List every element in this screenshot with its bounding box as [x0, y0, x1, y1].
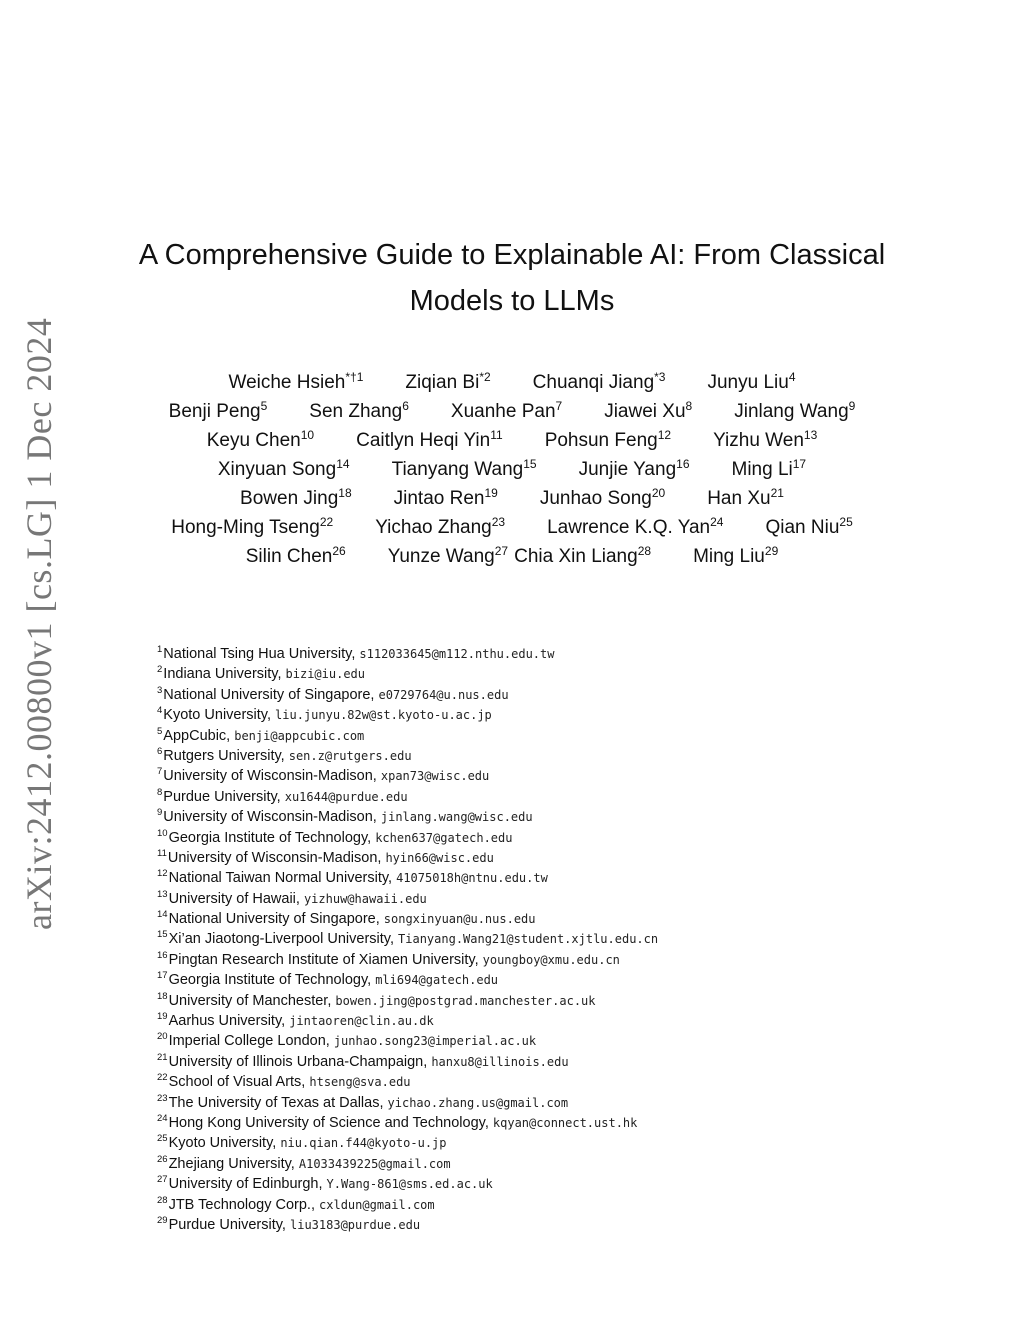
affiliation-item — [157, 848, 917, 868]
author-name — [713, 426, 817, 455]
author-affiliation-marker: 25 — [839, 515, 853, 529]
author-row — [140, 426, 884, 455]
author-name-text: Qian Niu — [765, 517, 840, 538]
author-name — [207, 426, 314, 455]
affiliation-number: 14 — [157, 909, 168, 921]
author-affiliation-marker: 21 — [770, 486, 784, 500]
author-row — [140, 455, 884, 484]
author-name — [169, 397, 268, 426]
affiliation-institution: National University of Singapore, — [168, 911, 380, 928]
affiliation-item — [157, 1133, 917, 1153]
affiliation-item — [157, 1072, 917, 1092]
arxiv-side-stamp: arXiv:2412.00800v1 [cs.LG] 1 Dec 2024 — [19, 317, 59, 930]
author-name-text: Weiche Hsieh — [228, 372, 346, 393]
affiliation-list — [157, 644, 917, 1235]
affiliation-email: sen.z@rutgers.edu — [288, 748, 412, 763]
affiliation-email: bizi@iu.edu — [285, 667, 366, 682]
author-name-text: Yunze Wang — [387, 546, 495, 567]
author-row — [140, 542, 884, 571]
affiliation-number: 20 — [157, 1031, 168, 1043]
author-affiliation-marker: 23 — [491, 515, 506, 529]
author-name — [545, 426, 671, 455]
author-name — [693, 542, 778, 571]
author-name-text: Yizhu Wen — [713, 430, 804, 451]
author-affiliation-marker: 15 — [523, 457, 537, 471]
affiliation-number: 21 — [157, 1051, 168, 1063]
author-affiliation-marker: 29 — [764, 544, 779, 558]
affiliation-item — [157, 664, 917, 684]
affiliation-number: 29 — [157, 1214, 168, 1226]
affiliation-institution: Imperial College London, — [168, 1033, 330, 1050]
affiliation-item — [157, 1093, 917, 1113]
affiliation-email: Tianyang.Wang21@student.xjtlu.edu.cn — [398, 932, 659, 947]
affiliation-number: 19 — [157, 1011, 168, 1023]
affiliation-institution: Zhejiang University, — [168, 1155, 295, 1172]
affiliation-item — [157, 807, 917, 827]
affiliation-item — [157, 1113, 917, 1133]
affiliation-number: 17 — [157, 970, 168, 982]
affiliation-item — [157, 889, 917, 909]
affiliation-number: 2 — [157, 664, 163, 676]
affiliation-email: niu.qian.f44@kyoto-u.jp — [280, 1136, 447, 1151]
author-name-text: Hong-Ming Tseng — [171, 517, 320, 538]
affiliation-number: 27 — [157, 1174, 168, 1186]
author-affiliation-marker: 11 — [490, 428, 503, 442]
author-name — [394, 484, 498, 513]
affiliation-email: liu3183@purdue.edu — [290, 1217, 421, 1232]
author-affiliation-marker: 26 — [332, 544, 346, 558]
author-name-text: Caitlyn Heqi Yin — [356, 430, 491, 451]
author-name-text: Jintao Ren — [393, 488, 485, 509]
affiliation-item — [157, 1052, 917, 1072]
author-name — [707, 368, 795, 397]
affiliation-number: 15 — [157, 929, 168, 941]
author-affiliation-marker: 5 — [260, 399, 268, 413]
affiliation-email: 41075018h@ntnu.edu.tw — [396, 871, 548, 886]
author-affiliation-marker: 22 — [319, 515, 334, 529]
affiliation-item — [157, 1195, 917, 1215]
affiliation-institution: Georgia Institute of Technology, — [168, 829, 372, 846]
author-name — [451, 397, 562, 426]
author-affiliation-marker: 19 — [484, 486, 498, 500]
author-name — [734, 397, 855, 426]
author-name-text: Junjie Yang — [578, 459, 677, 480]
author-name — [309, 397, 409, 426]
author-name-text: Yichao Zhang — [375, 517, 492, 538]
author-affiliation-marker: 8 — [685, 399, 693, 413]
author-name-text: Xinyuan Song — [217, 459, 337, 480]
affiliation-number: 6 — [157, 745, 163, 757]
affiliation-number: 7 — [157, 766, 163, 778]
affiliation-email: Y.Wang-861@sms.ed.ac.uk — [326, 1177, 493, 1192]
affiliation-institution: Hong Kong University of Science and Technology, — [168, 1114, 489, 1131]
affiliation-institution: Purdue University, — [163, 788, 281, 805]
author-affiliation-marker: 20 — [651, 486, 666, 500]
affiliation-number: 13 — [157, 888, 168, 900]
affiliation-institution: Rutgers University, — [163, 747, 285, 764]
affiliation-item — [157, 746, 917, 766]
author-affiliation-marker: 17 — [792, 457, 807, 471]
author-affiliation-marker: 10 — [300, 428, 315, 442]
author-affiliation-marker: *3 — [654, 370, 666, 384]
affiliation-institution: Pingtan Research Institute of Xiamen University, — [168, 951, 479, 968]
author-affiliation-marker: 9 — [848, 399, 856, 413]
affiliation-email: kchen637@gatech.edu — [375, 830, 513, 845]
affiliation-institution: Georgia Institute of Technology, — [168, 972, 372, 989]
affiliation-email: A1033439225@gmail.com — [298, 1156, 451, 1171]
affiliation-number: 24 — [157, 1112, 168, 1124]
affiliation-number: 8 — [157, 786, 163, 798]
author-name-text: Ming Liu — [693, 546, 765, 567]
affiliation-email: hanxu8@illinois.edu — [431, 1054, 569, 1069]
affiliation-email: cxldun@gmail.com — [319, 1197, 435, 1212]
affiliation-institution: Aarhus University, — [168, 1013, 286, 1030]
author-name-text: Xuanhe Pan — [450, 401, 556, 422]
author-name — [171, 513, 333, 542]
author-affiliation-marker: 24 — [710, 515, 724, 529]
affiliation-email: yichao.zhang.us@gmail.com — [387, 1095, 569, 1110]
author-row — [140, 397, 884, 426]
affiliation-email: s112033645@m112.nthu.edu.tw — [359, 647, 555, 661]
affiliation-email: yizhuw@hawaii.edu — [303, 891, 427, 906]
author-name-text: Keyu Chen — [206, 430, 301, 451]
author-name — [533, 368, 666, 397]
author-name — [732, 455, 807, 484]
affiliation-item — [157, 929, 917, 949]
affiliation-item — [157, 1174, 917, 1194]
affiliation-institution: University of Illinois Urbana-Champaign, — [168, 1053, 428, 1070]
affiliation-email: htseng@sva.edu — [309, 1075, 411, 1090]
affiliation-institution: Kyoto University, — [163, 707, 272, 724]
affiliation-email: hyin66@wisc.edu — [385, 850, 494, 865]
author-list — [140, 368, 884, 571]
author-affiliation-marker: 18 — [338, 486, 352, 500]
author-affiliation-marker: 27 — [494, 544, 509, 558]
author-affiliation-marker: 6 — [402, 399, 409, 413]
affiliation-institution: Xi’an Jiaotong-Liverpool University, — [168, 931, 394, 948]
author-name-text: Jiawei Xu — [604, 401, 686, 422]
affiliation-item — [157, 909, 917, 929]
author-name — [405, 368, 490, 397]
author-row — [140, 368, 884, 397]
author-name — [375, 513, 505, 542]
author-name — [246, 542, 346, 571]
affiliation-email: xpan73@wisc.edu — [380, 769, 490, 784]
author-name — [547, 513, 723, 542]
author-affiliation-marker: *†1 — [345, 370, 364, 384]
author-name-text: Chia Xin Liang — [514, 546, 638, 567]
affiliation-number: 12 — [157, 868, 168, 880]
affiliation-item — [157, 1154, 917, 1174]
author-name-text: Chuanqi Jiang — [532, 372, 655, 393]
affiliation-institution: National Tsing Hua University, — [163, 646, 356, 662]
affiliation-item — [157, 1031, 917, 1051]
affiliation-institution: The University of Texas at Dallas, — [168, 1094, 384, 1111]
author-name — [228, 368, 363, 397]
author-name-text: Silin Chen — [245, 546, 333, 567]
author-name-text: Junhao Song — [539, 488, 652, 509]
affiliation-email: jintaoren@clin.au.dk — [289, 1014, 434, 1029]
author-row — [140, 513, 884, 542]
affiliation-institution: University of Manchester, — [168, 992, 332, 1009]
author-name — [392, 455, 537, 484]
author-affiliation-marker: 16 — [676, 457, 690, 471]
author-name — [240, 484, 352, 513]
affiliation-institution: Purdue University, — [168, 1216, 286, 1233]
affiliation-item — [157, 685, 917, 705]
author-name — [514, 542, 651, 571]
author-affiliation-marker: 28 — [637, 544, 652, 558]
affiliation-number: 22 — [157, 1072, 168, 1084]
author-name — [388, 542, 508, 571]
affiliation-institution: School of Visual Arts, — [168, 1074, 306, 1091]
affiliation-item — [157, 726, 917, 746]
affiliation-email: benji@appcubic.com — [234, 728, 365, 743]
affiliation-institution: Kyoto University, — [168, 1135, 277, 1152]
affiliation-number: 1 — [157, 644, 163, 655]
author-name-text: Junyu Liu — [707, 372, 789, 393]
affiliation-email: junhao.song23@imperial.ac.uk — [333, 1034, 537, 1049]
affiliation-institution: AppCubic, — [163, 727, 231, 744]
affiliation-item — [157, 1215, 917, 1235]
affiliation-institution: University of Hawaii, — [168, 890, 300, 907]
affiliation-number: 25 — [157, 1133, 168, 1145]
affiliation-number: 5 — [157, 725, 163, 737]
author-name-text: Jinlang Wang — [734, 401, 849, 422]
affiliation-number: 4 — [157, 705, 163, 717]
affiliation-email: e0729764@u.nus.edu — [378, 687, 509, 702]
affiliation-email: bowen.jing@postgrad.manchester.ac.uk — [335, 993, 596, 1008]
affiliation-email: xu1644@purdue.edu — [284, 789, 408, 804]
author-name — [356, 426, 503, 455]
author-name-text: Ming Li — [731, 459, 793, 480]
author-affiliation-marker: 13 — [803, 428, 818, 442]
affiliation-item — [157, 705, 917, 725]
author-affiliation-marker: 4 — [788, 370, 796, 384]
affiliation-item — [157, 766, 917, 786]
affiliation-email: mli694@gatech.edu — [375, 973, 499, 988]
author-name-text: Ziqian Bi — [405, 372, 480, 393]
author-name — [218, 455, 350, 484]
affiliation-number: 3 — [157, 684, 163, 696]
author-name-text: Han Xu — [707, 488, 771, 509]
affiliation-institution: Indiana University, — [163, 666, 282, 683]
affiliation-number: 16 — [157, 949, 168, 961]
affiliation-item — [157, 950, 917, 970]
affiliation-number: 23 — [157, 1092, 168, 1104]
affiliation-item — [157, 970, 917, 990]
affiliation-item — [157, 1011, 917, 1031]
author-name — [707, 484, 784, 513]
affiliation-institution: University of Wisconsin-Madison, — [163, 768, 377, 785]
author-affiliation-marker: 7 — [555, 399, 563, 413]
author-row — [140, 484, 884, 513]
affiliation-email: songxinyuan@u.nus.edu — [383, 912, 536, 927]
author-name-text: Pohsun Feng — [544, 430, 658, 451]
author-name — [604, 397, 692, 426]
affiliation-item — [157, 828, 917, 848]
affiliation-institution: University of Wisconsin-Madison, — [167, 849, 382, 866]
affiliation-item — [157, 644, 917, 664]
affiliation-number: 11 — [157, 847, 167, 859]
affiliation-email: youngboy@xmu.edu.cn — [482, 952, 620, 967]
affiliation-institution: National University of Singapore, — [163, 686, 375, 703]
author-affiliation-marker: 12 — [657, 428, 672, 442]
affiliation-item — [157, 868, 917, 888]
author-name-text: Bowen Jing — [240, 488, 339, 509]
author-name — [579, 455, 690, 484]
author-name-text: Tianyang Wang — [391, 459, 524, 480]
affiliation-number: 28 — [157, 1194, 168, 1206]
affiliation-item — [157, 991, 917, 1011]
paper-title: A Comprehensive Guide to Explainable AI: From Classical Models to LLMs — [138, 239, 886, 317]
author-affiliation-marker: *2 — [479, 370, 491, 384]
author-name — [765, 513, 852, 542]
author-name-text: Lawrence K.Q. Yan — [547, 517, 711, 538]
affiliation-number: 10 — [157, 827, 168, 839]
affiliation-institution: JTB Technology Corp., — [168, 1196, 315, 1213]
affiliation-institution: University of Edinburgh, — [168, 1176, 323, 1193]
author-affiliation-marker: 14 — [336, 457, 350, 471]
affiliation-institution: University of Wisconsin-Madison, — [163, 809, 377, 826]
affiliation-email: kqyan@connect.ust.hk — [492, 1115, 638, 1130]
affiliation-item — [157, 787, 917, 807]
affiliation-number: 9 — [157, 807, 163, 819]
author-name — [540, 484, 665, 513]
author-name-text: Sen Zhang — [309, 401, 403, 422]
affiliation-number: 18 — [157, 990, 168, 1002]
author-name-text: Benji Peng — [168, 401, 261, 422]
affiliation-institution: National Taiwan Normal University, — [168, 870, 393, 887]
affiliation-email: liu.junyu.82w@st.kyoto-u.ac.jp — [275, 708, 492, 723]
affiliation-email: jinlang.wang@wisc.edu — [380, 810, 533, 825]
affiliation-number: 26 — [157, 1153, 168, 1165]
